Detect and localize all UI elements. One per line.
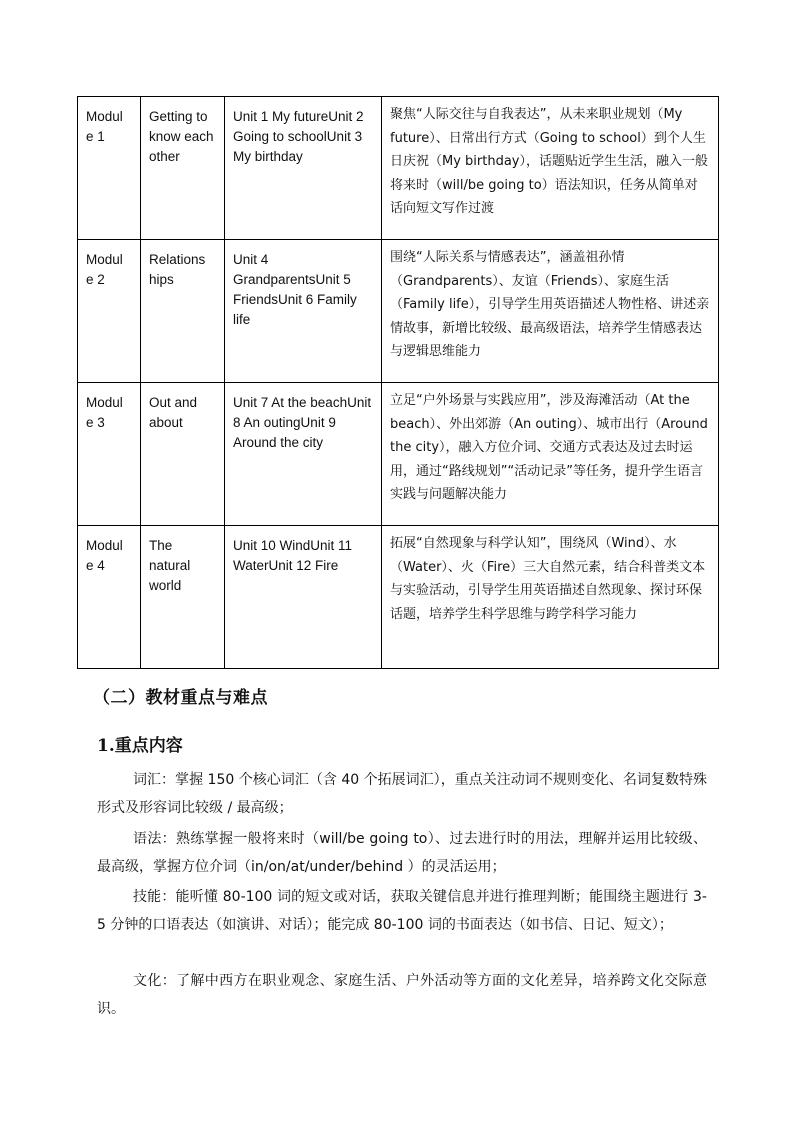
sub-heading: 1.重点内容 [97,736,183,756]
paragraph-culture: 文化：了解中西方在职业观念、家庭生活、户外活动等方面的文化差异，培养跨文化交际意识。 [97,973,707,1017]
module-cell: Modul e 1 [78,97,141,240]
module-cell: Modul e 2 [78,240,141,383]
units-cell: Unit 10 WindUnit 11 WaterUnit 12 Fire [225,526,382,669]
paragraph-vocabulary: 词汇：掌握 150 个核心词汇（含 40 个拓展词汇），重点关注动词不规则变化、名词复数特殊形式及形容词比较级 / 最高级； [97,772,707,816]
units-cell: Unit 1 My futureUnit 2 Going to schoolUnit 3 My birthday [225,97,382,240]
description-cell: 拓展“自然现象与科学认知”，围绕风（Wind）、水（Water）、火（Fire）三大自然元素，结合科普类文本与实验活动，引导学生用英语描述自然现象、探讨环保话题，培养学生科学思维与跨学科学习能力 [382,526,719,669]
module-cell: Modul e 3 [78,383,141,526]
theme-cell: Getting to know each other [141,97,225,240]
description-cell: 立足“户外场景与实践应用”，涉及海滩活动（At the beach）、外出郊游（An outing）、城市出行（Around the city），融入方位介词、交通方式表达及过去时运用，通过“路线规划”“活动记录”等任务，提升学生语言实践与问题解决能力 [382,383,719,526]
table-row [78,240,719,383]
description-cell: 围绕“人际关系与情感表达”，涵盖祖孙情（Grandparents）、友谊（Friends）、家庭生活（Family life），引导学生用英语描述人物性格、讲述亲情故事，新增比较级、最高级语法，培养学生情感表达与逻辑思维能力 [382,240,719,383]
table-row [78,526,719,669]
module-table [77,96,719,669]
paragraph-grammar: 语法：熟练掌握一般将来时（will/be going to）、过去进行时的用法，理解并运用比较级、最高级，掌握方位介词（in/on/at/under/behind ）的灵活运用； [97,831,707,875]
units-cell: Unit 4 GrandparentsUnit 5 FriendsUnit 6 Family life [225,240,382,383]
module-cell: Modul e 4 [78,526,141,669]
table-row [78,97,719,240]
table-row [78,383,719,526]
theme-cell: The natural world [141,526,225,669]
description-cell: 聚焦“人际交往与自我表达”，从未来职业规划（My future）、日常出行方式（Going to school）到个人生日庆祝（My birthday），话题贴近学生生活，融入一般将来时（will/be going to）语法知识，任务从简单对话向短文写作过渡 [382,97,719,240]
section-heading: （二）教材重点与难点 [93,688,268,708]
theme-cell: Relations hips [141,240,225,383]
paragraph-skills: 技能：能听懂 80-100 词的短文或对话，获取关键信息并进行推理判断；能围绕主题进行 3-5 分钟的口语表达（如演讲、对话）；能完成 80-100 词的书面表达（如书信、日记、短文）； [97,889,707,933]
theme-cell: Out and about [141,383,225,526]
units-cell: Unit 7 At the beachUnit 8 An outingUnit 9 Around the city [225,383,382,526]
